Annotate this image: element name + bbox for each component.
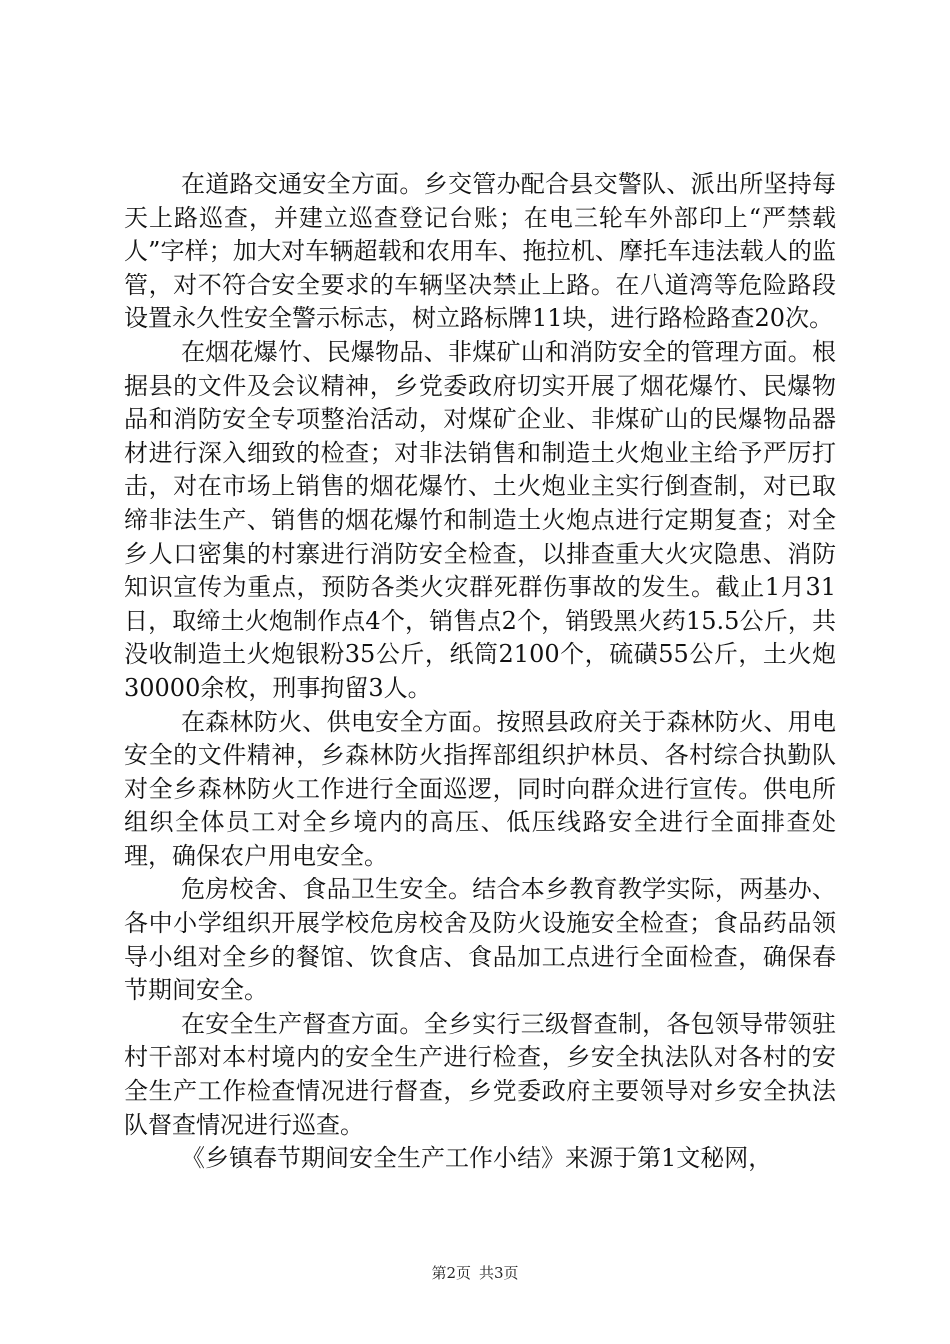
page-number: 第2页: [431, 1264, 471, 1282]
paragraph-safety-inspection: 在安全生产督查方面。全乡实行三级督查制，各包领导带领驻村干部对本村境内的安全生产进行检查，乡安全执法队对各村的安全生产工作检查情况进行督查，乡党委政府主要领导对乡安全执法队督查情况进行巡查。: [124, 1009, 836, 1139]
document-body: [124, 168, 836, 1176]
paragraph-source-note: 《乡镇春节期间安全生产工作小结》来源于第1文秘网，: [181, 1144, 773, 1173]
page-total: 共3页: [479, 1264, 519, 1282]
page-footer: [0, 1262, 950, 1283]
paragraph-fireworks-explosives: 在烟花爆竹、民爆物品、非煤矿山和消防安全的管理方面。根据县的文件及会议精神，乡党委政府切实开展了烟花爆竹、民爆物品和消防安全专项整治活动，对煤矿企业、非煤矿山的民爆物品器材进行深入细致的检查；对非法销售和制造土火炮业主给予严厉打击，对在市场上销售的烟花爆竹、土火炮业主实行倒查制，对已取缔非法生产、销售的烟花爆竹和制造土火炮点进行定期复查；对全乡人口密集的村寨进行消防安全检查，以排查重大火灾隐患、消防知识宣传为重点，预防各类火灾群死群伤事故的发生。截止1月31日，取缔土火炮制作点4个，销售点2个，销毁黑火药15.5公斤，共没收制造土火炮银粉35公斤，纸筒2100个，硫磺55公斤，土火炮30000余枚，刑事拘留3人。: [124, 337, 836, 702]
paragraph-school-food-safety: 危房校舍、食品卫生安全。结合本乡教育教学实际，两基办、各中小学组织开展学校危房校舍及防火设施安全检查；食品药品领导小组对全乡的餐馆、饮食店、食品加工点进行全面检查，确保春节期间安全。: [124, 875, 836, 1005]
paragraph-forest-fire-power: 在森林防火、供电安全方面。按照县政府关于森林防火、用电安全的文件精神，乡森林防火指挥部组织护林员、各村综合执勤队对全乡森林防火工作进行全面巡逻，同时向群众进行宣传。供电所组织全体员工对全乡境内的高压、低压线路安全进行全面排查处理，确保农户用电安全。: [124, 707, 836, 870]
paragraph-road-traffic: 在道路交通安全方面。乡交管办配合县交警队、派出所坚持每天上路巡查，并建立巡查登记台账；在电三轮车外部印上“严禁载人”字样；加大对车辆超载和农用车、拖拉机、摩托车违法载人的监管，对不符合安全要求的车辆坚决禁止上路。在八道湾等危险路段设置永久性安全警示标志，树立路标牌11块，进行路检路查20次。: [124, 170, 836, 333]
